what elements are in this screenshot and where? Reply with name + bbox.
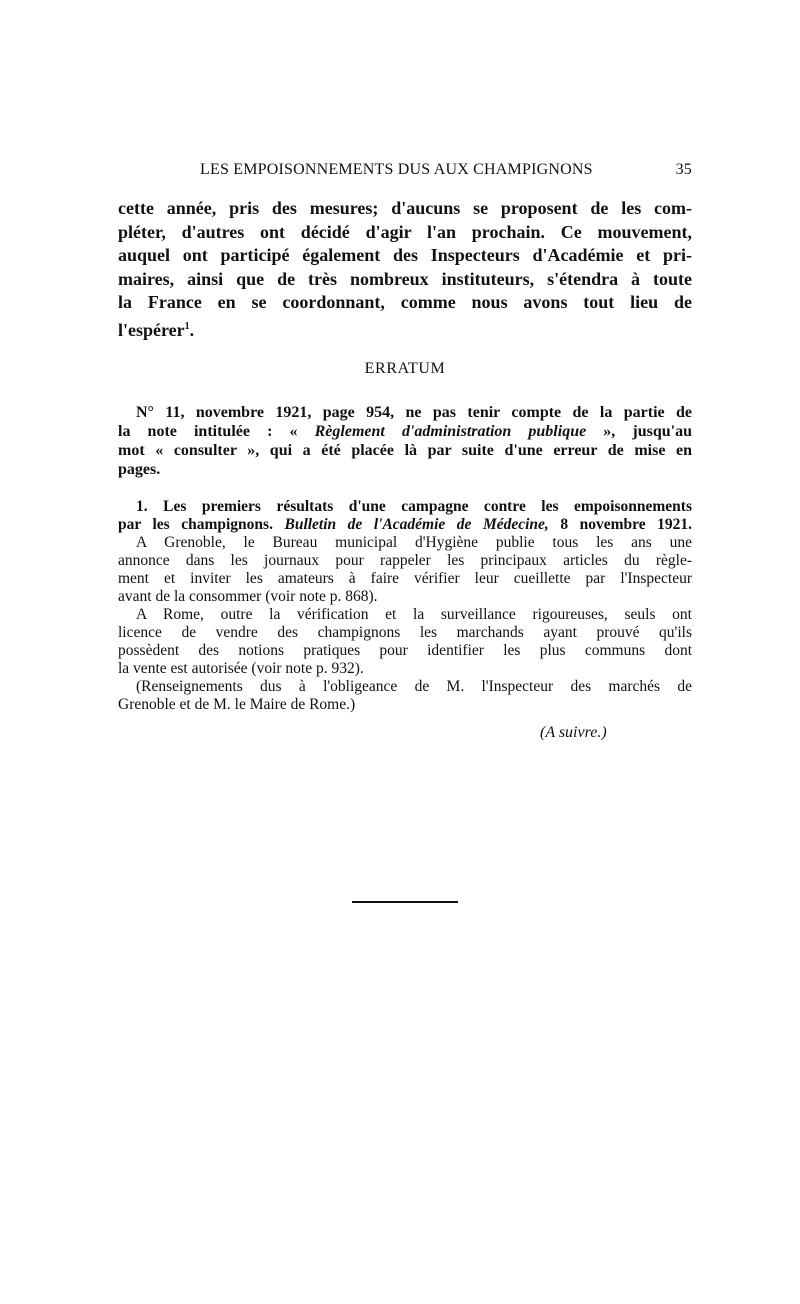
footnote-line <box>118 516 692 534</box>
erratum-line: mot « consulter », qui a été placée là par suite d'une erreur de mise en <box>118 442 692 459</box>
erratum-line-text: la note intitulée : « <box>118 423 315 440</box>
erratum-italic-title: Règlement d'administration publique <box>314 423 587 440</box>
body-line: maires, ainsi que de très nombreux instituteurs, s'étendra à toute <box>118 268 692 289</box>
footnote <box>118 498 692 714</box>
footnote-line-text: par les champignons. <box>118 516 285 533</box>
footnote-line: annonce dans les journaux pour rappeler les principaux articles du règle- <box>118 552 692 569</box>
erratum-line <box>118 422 692 441</box>
body-paragraph <box>118 197 692 342</box>
body-line-text: l'espérer <box>118 319 185 340</box>
body-line: auquel ont participé également des Inspecteurs d'Académie et pri- <box>118 245 692 265</box>
running-title: LES EMPOISONNEMENTS DUS AUX CHAMPIGNONS <box>200 161 593 178</box>
footnote-line: ment et inviter les amateurs à faire vérifier leur cueillette par l'Inspecteur <box>118 570 692 587</box>
end-rule <box>352 901 458 903</box>
body-line: cette année, pris des mesures; d'aucuns se proposent de les com- <box>118 198 692 218</box>
body-line: la France en se coordonnant, comme nous avons tout lieu de <box>118 292 692 312</box>
footnote-line: possèdent des notions pratiques pour identifier les plus communs dont <box>118 642 692 659</box>
footnote-line: (Renseignements dus à l'obligeance de M. l'Inspecteur des marchés de <box>136 678 692 695</box>
erratum-line: N° 11, novembre 1921, page 954, ne pas tenir compte de la partie de <box>136 404 692 421</box>
footnote-line: A Grenoble, le Bureau municipal d'Hygiène publie tous les ans une <box>136 534 692 551</box>
footnote-line: licence de vendre des champignons les marchands ayant prouvé qu'ils <box>118 624 692 641</box>
footnote-line: la vente est autorisée (voir note p. 932). <box>118 660 364 677</box>
body-line-period: . <box>189 319 195 340</box>
erratum-paragraph <box>118 403 692 479</box>
footnote-line-text: 8 novembre 1921. <box>548 516 693 533</box>
erratum-line: pages. <box>118 461 161 478</box>
body-line <box>118 315 692 343</box>
erratum-heading: ERRATUM <box>364 360 446 377</box>
erratum-line-text: », jusqu'au <box>586 423 693 440</box>
footnote-journal-title: Bulletin de l'Académie de Médecine, <box>284 516 549 533</box>
footnote-line: 1. Les premiers résultats d'une campagne contre les empoisonnements <box>136 498 692 515</box>
footnote-line: A Rome, outre la vérification et la surveillance rigoureuses, seuls ont <box>136 606 692 623</box>
footnote-reference: 1 <box>184 320 190 332</box>
running-header <box>118 161 692 183</box>
footnote-line: Grenoble et de M. le Maire de Rome.) <box>118 696 356 713</box>
page-number: 35 <box>675 161 692 178</box>
body-line: pléter, d'autres ont décidé d'agir l'an prochain. Ce mouvement, <box>118 221 692 242</box>
continuation-note: (A suivre.) <box>540 724 607 741</box>
footnote-line: avant de la consommer (voir note p. 868). <box>118 588 378 605</box>
